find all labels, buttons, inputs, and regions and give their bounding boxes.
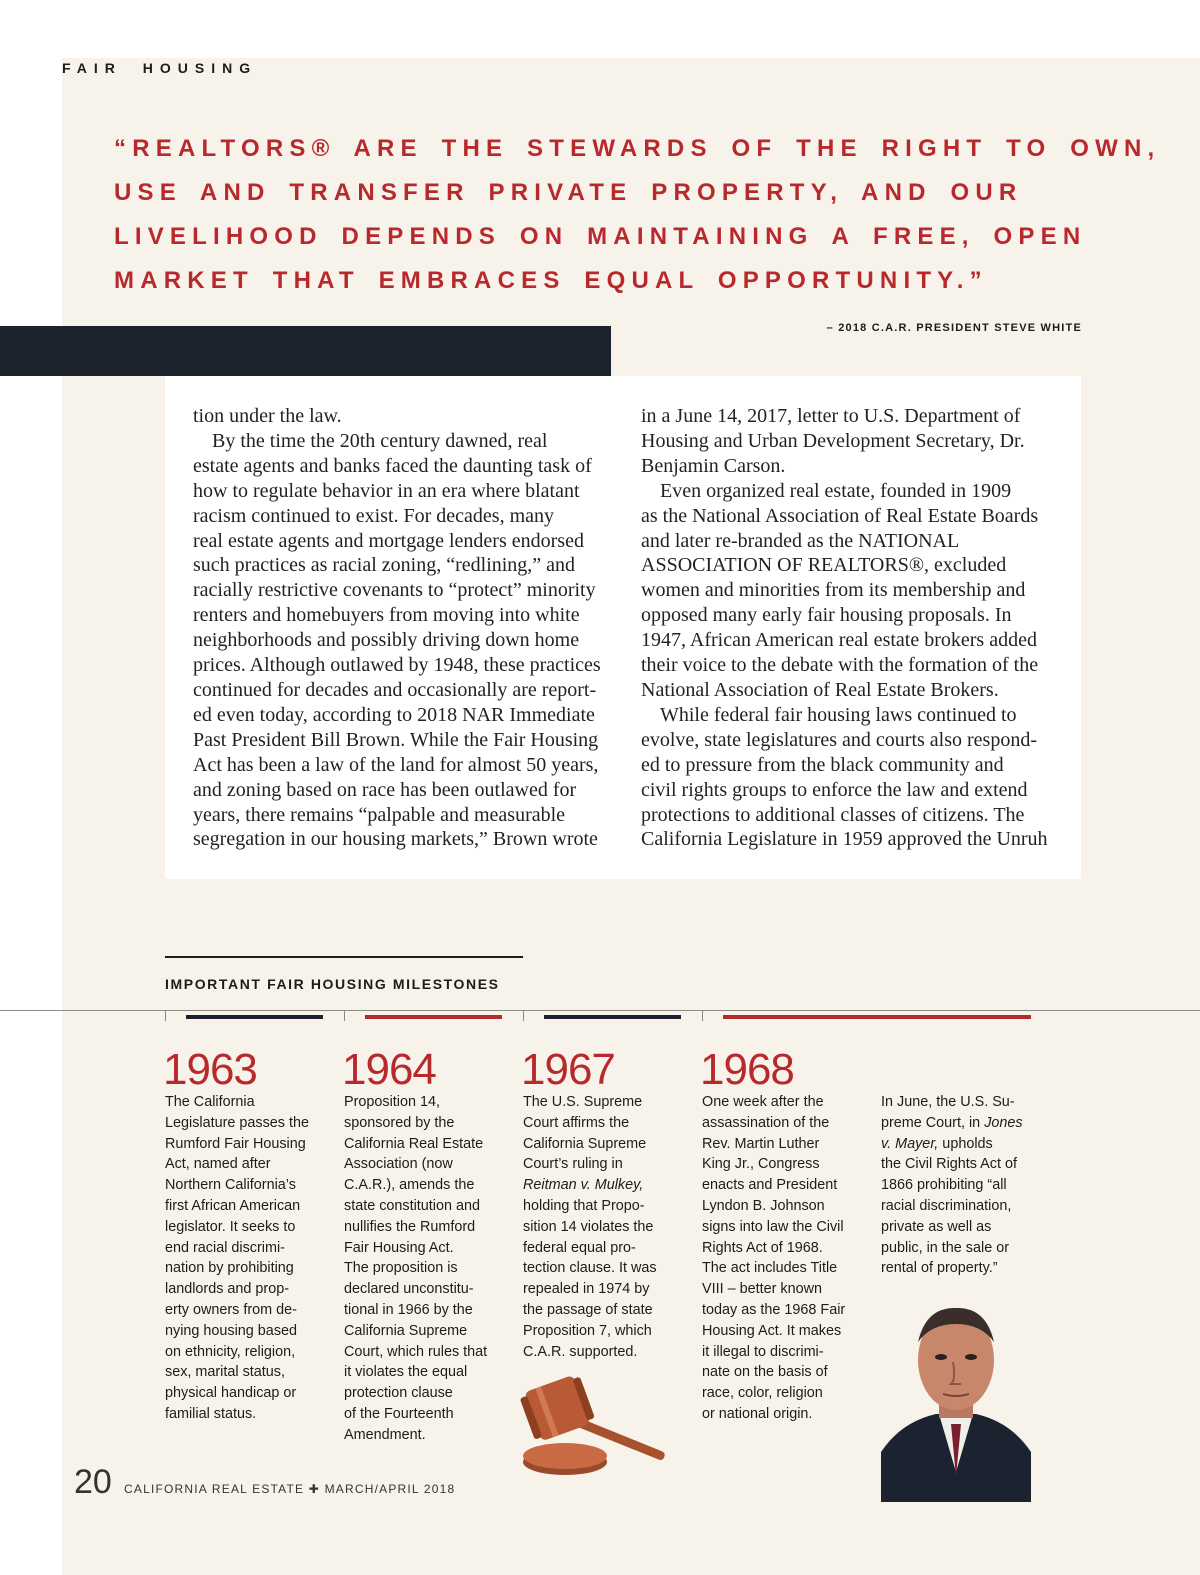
text-line: nate on the basis of bbox=[702, 1364, 828, 1381]
text-line: such practices as racial zoning, “redlining,” and bbox=[193, 554, 576, 577]
text-line: King Jr., Congress bbox=[702, 1156, 820, 1173]
issue-date: MARCH/APRIL 2018 bbox=[324, 1482, 456, 1496]
text-line: ed even today, according to 2018 NAR Immediate bbox=[193, 703, 595, 726]
text-line: Rumford Fair Housing bbox=[165, 1135, 306, 1152]
text-line: nullifies the Rumford bbox=[344, 1218, 476, 1235]
text-line: racially restrictive covenants to “protect” minority bbox=[193, 579, 596, 602]
text-line: One week after the bbox=[702, 1094, 824, 1110]
text-line: prices. Although outlawed by 1948, these practices bbox=[193, 654, 601, 677]
pull-quote bbox=[114, 127, 1161, 303]
text-line: nying housing based bbox=[165, 1322, 298, 1339]
milestone-year: 1968 bbox=[700, 1045, 794, 1094]
text-line: public, in the sale or bbox=[881, 1239, 1009, 1256]
milestone-year: 1967 bbox=[521, 1045, 615, 1094]
text-line: enacts and President bbox=[702, 1177, 838, 1194]
text-line: renters and homebuyers from moving into white bbox=[193, 604, 580, 627]
decorative-navy-bar bbox=[0, 326, 611, 376]
text-line: neighborhoods and possibly driving down home bbox=[193, 629, 580, 652]
text-line: Act, named after bbox=[165, 1156, 271, 1173]
pull-quote-line: MARKET THAT EMBRACES EQUAL OPPORTUNITY.” bbox=[114, 267, 988, 294]
text-line: tection clause. It was bbox=[523, 1260, 657, 1277]
text-line: Past President Bill Brown. While the Fair Housing bbox=[193, 728, 599, 751]
text-line: race, color, religion bbox=[702, 1385, 823, 1402]
text-line: racial discrimination, bbox=[881, 1197, 1012, 1214]
text-line: Northern California’s bbox=[165, 1177, 296, 1194]
text-line: federal equal pro- bbox=[523, 1239, 636, 1256]
text-line: While federal fair housing laws continued to bbox=[660, 703, 1017, 726]
text-line: Court affirms the bbox=[523, 1114, 630, 1131]
milestones-heading-rule bbox=[165, 956, 523, 958]
text-line: it violates the equal bbox=[344, 1364, 468, 1381]
milestone-text bbox=[702, 1092, 845, 1425]
text-line: Court’s ruling in bbox=[523, 1156, 623, 1173]
text-line: 1947, African American real estate brokers added bbox=[641, 629, 1037, 652]
text-line: protection clause bbox=[344, 1385, 453, 1402]
text-line: Amendment. bbox=[344, 1426, 426, 1443]
text-line: By the time the 20th century dawned, real bbox=[212, 429, 548, 452]
text-line: Rights Act of 1968. bbox=[702, 1239, 823, 1256]
text-line: landlords and prop- bbox=[165, 1281, 289, 1298]
page-number: 20 bbox=[74, 1463, 112, 1501]
text-line: erty owners from de- bbox=[165, 1301, 297, 1318]
text-line: end racial discrimi- bbox=[165, 1239, 285, 1256]
text-line: opposed many early fair housing proposals. In bbox=[641, 604, 1012, 627]
text-line: on ethnicity, religion, bbox=[165, 1343, 296, 1360]
text-line: California Legislature in 1959 approved the Unruh bbox=[641, 828, 1048, 851]
milestone-bar bbox=[723, 1015, 1031, 1019]
text-line: or national origin. bbox=[702, 1405, 813, 1422]
article-column-1 bbox=[193, 404, 601, 852]
text-line: Court, which rules that bbox=[344, 1343, 488, 1360]
text-line: sponsored by the bbox=[344, 1114, 455, 1131]
text-line: Housing Act. It makes bbox=[702, 1322, 842, 1339]
text-line: racism continued to exist. For decades, many bbox=[193, 504, 555, 527]
text-line: California Supreme bbox=[523, 1135, 647, 1152]
milestones-heading: IMPORTANT FAIR HOUSING MILESTONES bbox=[165, 976, 500, 992]
timeline-tick bbox=[344, 1010, 345, 1021]
text-line: segregation in our housing markets,” Brown wrote bbox=[193, 828, 598, 851]
pull-quote-line: “REALTORS® ARE THE STEWARDS OF THE RIGHT TO OWN, bbox=[114, 135, 1161, 162]
text-line: in a June 14, 2017, letter to U.S. Department of bbox=[641, 405, 1021, 427]
text-line: years, there remains “palpable and measurable bbox=[193, 803, 566, 826]
text-line: signs into law the Civil bbox=[702, 1218, 844, 1235]
text-line: their voice to the debate with the formation of the bbox=[641, 654, 1039, 677]
text-line: ASSOCIATION OF REALTORS®, excluded bbox=[641, 554, 1007, 577]
text-line: protections to additional classes of citizens. The bbox=[641, 803, 1025, 826]
milestone-bar bbox=[544, 1015, 681, 1019]
text-line: Benjamin Carson. bbox=[641, 454, 786, 477]
text-line: Lyndon B. Johnson bbox=[702, 1197, 825, 1214]
text-line: the Civil Rights Act of bbox=[881, 1156, 1017, 1173]
text-line: The U.S. Supreme bbox=[523, 1094, 643, 1110]
text-line: In June, the U.S. Su- bbox=[881, 1094, 1015, 1110]
text-line: declared unconstitu- bbox=[344, 1281, 474, 1298]
timeline-tick bbox=[165, 1010, 166, 1021]
text-line: physical handicap or bbox=[165, 1385, 297, 1402]
text-line: legislator. It seeks to bbox=[165, 1218, 296, 1235]
text-line: Housing and Urban Development Secretary, Dr. bbox=[641, 429, 1025, 452]
text-line: ed to pressure from the black community and bbox=[641, 753, 1004, 776]
text-line: of the Fourteenth bbox=[344, 1405, 454, 1422]
text-line: real estate agents and mortgage lenders endorsed bbox=[193, 529, 584, 552]
pull-quote-line: USE AND TRANSFER PRIVATE PROPERTY, AND OUR bbox=[114, 179, 1023, 206]
separator-icon: ✚ bbox=[308, 1482, 321, 1496]
text-line: tional in 1966 by the bbox=[344, 1301, 473, 1318]
text-line: The California bbox=[165, 1094, 255, 1110]
text-line: it illegal to discrimi- bbox=[702, 1343, 824, 1360]
gavel-image bbox=[510, 1366, 680, 1481]
text-line: Fair Housing Act. bbox=[344, 1239, 454, 1256]
text-line: civil rights groups to enforce the law and extend bbox=[641, 778, 1028, 801]
article-body bbox=[165, 376, 1081, 879]
text-line: familial status. bbox=[165, 1405, 257, 1422]
timeline-tick bbox=[523, 1010, 524, 1021]
text-line: Proposition 14, bbox=[344, 1094, 440, 1110]
milestone-text bbox=[523, 1092, 657, 1362]
quote-attribution: – 2018 C.A.R. PRESIDENT STEVE WHITE bbox=[826, 322, 1082, 334]
milestone-text bbox=[881, 1092, 1023, 1279]
text-line: assassination of the bbox=[702, 1114, 830, 1131]
article-column-2 bbox=[641, 404, 1048, 852]
milestone-text bbox=[344, 1092, 487, 1446]
text-line: The act includes Title bbox=[702, 1260, 838, 1277]
text-line: 1866 prohibiting “all bbox=[881, 1177, 1007, 1194]
pull-quote-line: LIVELIHOOD DEPENDS ON MAINTAINING A FREE, OPEN bbox=[114, 223, 1087, 250]
text-line: first African American bbox=[165, 1197, 301, 1214]
text-line: The proposition is bbox=[344, 1260, 458, 1277]
text-line: California Real Estate bbox=[344, 1135, 484, 1152]
text-line: how to regulate behavior in an era where blatant bbox=[193, 479, 580, 502]
milestone-year: 1963 bbox=[163, 1045, 257, 1094]
milestone-text bbox=[165, 1092, 309, 1425]
text-line: continued for decades and occasionally are report- bbox=[193, 678, 597, 701]
text-line: nation by prohibiting bbox=[165, 1260, 294, 1277]
text-line: sex, marital status, bbox=[165, 1364, 285, 1381]
text-line: Reitman v. Mulkey, bbox=[523, 1177, 644, 1194]
text-line: holding that Propo- bbox=[523, 1197, 645, 1214]
text-line: rental of property.” bbox=[881, 1260, 998, 1277]
text-line: preme Court, in Jones bbox=[881, 1114, 1023, 1131]
text-line: and zoning based on race has been outlawed for bbox=[193, 778, 577, 801]
text-line: Legislature passes the bbox=[165, 1114, 309, 1131]
text-line: evolve, state legislatures and courts also respond- bbox=[641, 728, 1037, 751]
text-line: repealed in 1974 by bbox=[523, 1281, 650, 1298]
text-line: and later re-branded as the NATIONAL bbox=[641, 529, 960, 552]
publication-name: CALIFORNIA REAL ESTATE bbox=[124, 1482, 305, 1496]
text-line: VIII – better known bbox=[702, 1281, 822, 1298]
folio bbox=[124, 1482, 455, 1496]
text-line: today as the 1968 Fair bbox=[702, 1301, 846, 1318]
text-line: tion under the law. bbox=[193, 405, 342, 427]
text-line: California Supreme bbox=[344, 1322, 468, 1339]
timeline-tick bbox=[702, 1010, 703, 1021]
text-line: state constitution and bbox=[344, 1197, 481, 1214]
milestone-year: 1964 bbox=[342, 1045, 436, 1094]
timeline-rule bbox=[0, 1010, 1200, 1011]
text-line: Proposition 7, which bbox=[523, 1322, 652, 1339]
text-line: Even organized real estate, founded in 1909 bbox=[660, 479, 1012, 502]
text-line: Act has been a law of the land for almost 50 years, bbox=[193, 753, 599, 776]
section-label: FAIR HOUSING bbox=[62, 60, 258, 76]
text-line: sition 14 violates the bbox=[523, 1218, 654, 1235]
text-line: National Association of Real Estate Brokers. bbox=[641, 678, 999, 701]
text-line: private as well as bbox=[881, 1218, 992, 1235]
text-line: Rev. Martin Luther bbox=[702, 1135, 820, 1152]
text-line: women and minorities from its membership and bbox=[641, 579, 1026, 602]
text-line: C.A.R. supported. bbox=[523, 1343, 638, 1360]
milestone-bar bbox=[186, 1015, 323, 1019]
milestone-bar bbox=[365, 1015, 502, 1019]
text-line: Association (now bbox=[344, 1156, 453, 1173]
text-line: v. Mayer, upholds bbox=[881, 1135, 993, 1152]
text-line: the passage of state bbox=[523, 1301, 653, 1318]
text-line: C.A.R.), amends the bbox=[344, 1177, 475, 1194]
text-line: estate agents and banks faced the daunting task of bbox=[193, 454, 592, 477]
text-line: as the National Association of Real Estate Boards bbox=[641, 504, 1039, 527]
president-portrait-image bbox=[881, 1302, 1031, 1502]
